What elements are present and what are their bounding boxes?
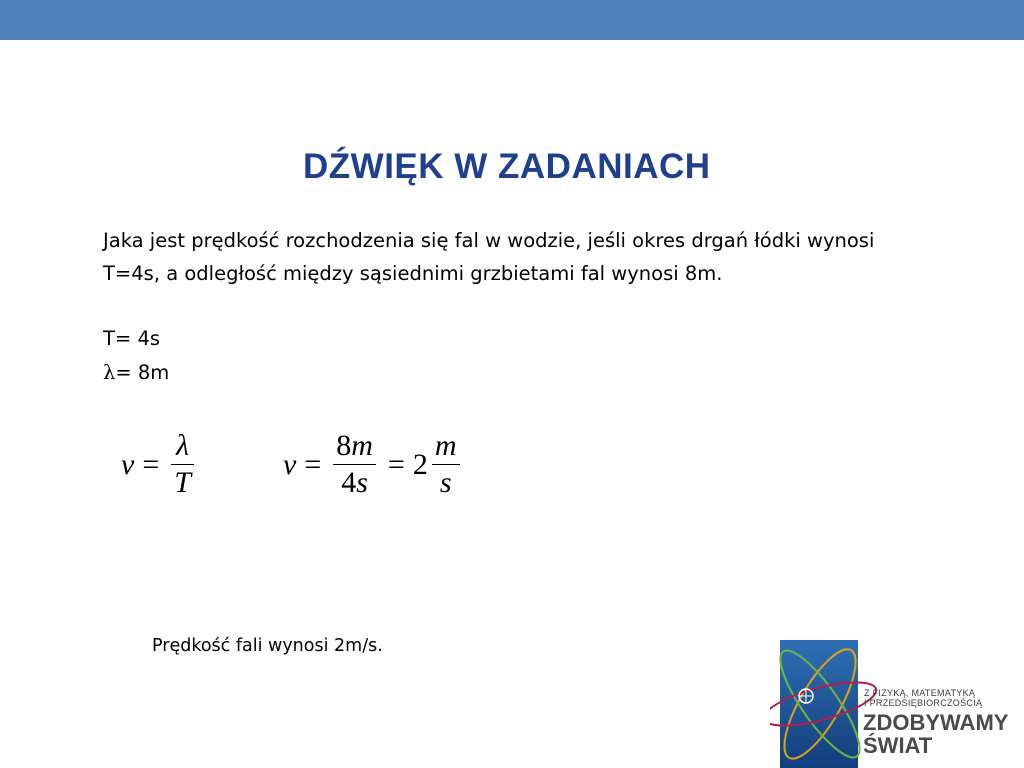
- denominator-digit: 4: [341, 466, 357, 499]
- problem-text: Jaka jest prędkość rozchodzenia się fal w wodzie, jeśli okres drgań łódki wynosi T=4s, a odległość między sąsiednimi grzbietami fal wynosi 8m.: [103, 229, 875, 285]
- top-accent-band: [0, 0, 1024, 40]
- calc-fraction-values: [333, 428, 376, 501]
- given-wavelength: [103, 361, 169, 384]
- lambda-symbol: λ: [103, 361, 116, 384]
- given-period: T= 4s: [103, 327, 161, 350]
- logo-line-4: ŚWIAT: [863, 733, 933, 758]
- formula-lhs: v: [121, 447, 135, 481]
- wavelength-value: = 8m: [115, 361, 170, 384]
- calc-equals-1: =: [304, 447, 322, 481]
- calc-coefficient: 2: [412, 447, 428, 481]
- logo-line-2: I PRZEDSIĘBIORCZOŚCIĄ: [864, 698, 983, 708]
- formula-fraction: [171, 428, 194, 501]
- numerator-digit: 8: [336, 429, 352, 462]
- denominator-unit: s: [356, 466, 368, 499]
- calc-equals-2: =: [387, 447, 405, 481]
- slide-title: DŹWIĘK W ZADANIACH: [303, 147, 711, 186]
- answer-text: Prędkość fali wynosi 2m/s.: [152, 636, 383, 656]
- logo-line-1: Z FIZYKĄ, MATEMATYKĄ: [864, 688, 976, 698]
- calc-lhs: v: [283, 447, 297, 481]
- calc-denominator: [338, 465, 371, 501]
- formula-wave-speed: [121, 428, 198, 501]
- calc-fraction-unit: [432, 428, 460, 501]
- fraction-denominator: T: [174, 466, 191, 499]
- formula-calculation: [283, 428, 464, 501]
- logo-line-3: ZDOBYWAMY: [863, 710, 1009, 735]
- calc-numerator: [333, 428, 376, 464]
- numerator-unit: m: [351, 429, 373, 462]
- fraction-numerator: λ: [176, 429, 190, 462]
- formula-equals: =: [142, 447, 160, 481]
- unit-denominator: s: [439, 466, 452, 499]
- unit-numerator: m: [434, 429, 457, 462]
